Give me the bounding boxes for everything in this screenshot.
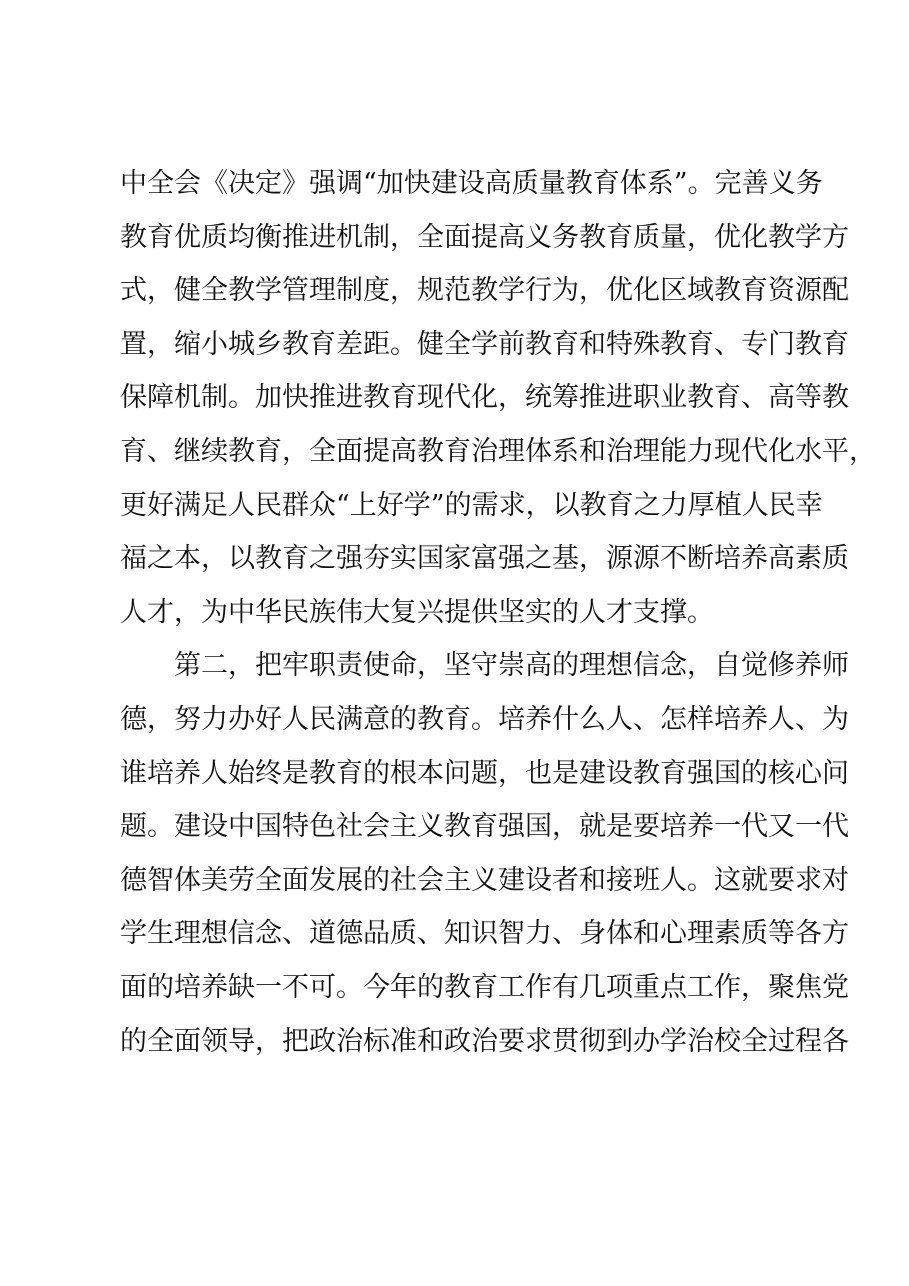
text-line: 中全会《决定》强调“加快建设高质量教育体系”。完善义务 bbox=[120, 168, 823, 199]
text-line: 式，健全教学管理制度，规范教学行为，优化区域教育资源配 bbox=[120, 275, 849, 307]
document-body bbox=[120, 157, 876, 1068]
text-line: 德智体美劳全面发展的社会主义建设者和接班人。这就要求对 bbox=[120, 864, 849, 896]
text-line: 人才，为中华民族伟大复兴提供坚实的人才支撑。 bbox=[120, 596, 714, 628]
text-line: 谁培养人始终是教育的根本问题，也是建设教育强国的核心问 bbox=[120, 757, 849, 789]
text-line: 题。建设中国特色社会主义教育强国，就是要培养一代又一代 bbox=[120, 811, 849, 843]
text-line: 更好满足人民群众“上好学”的需求，以教育之力厚植人民幸 bbox=[120, 489, 823, 521]
text-line: 福之本，以教育之强夯实国家富强之基，源源不断培养高素质 bbox=[120, 543, 849, 575]
text-line: 置，缩小城乡教育差距。健全学前教育和特殊教育、专门教育 bbox=[120, 328, 849, 360]
text-line: 的全面领导，把政治标准和政治要求贯彻到办学治校全过程各 bbox=[120, 1025, 849, 1057]
text-line: 面的培养缺一不可。今年的教育工作有几项重点工作，聚焦党 bbox=[120, 971, 849, 1003]
text-line: 学生理想信念、道德品质、知识智力、身体和心理素质等各方 bbox=[120, 918, 849, 950]
text-line: 第二，把牢职责使命，坚守崇高的理想信念，自觉修养师 bbox=[174, 650, 849, 682]
paragraph-1 bbox=[120, 157, 876, 639]
text-line: 育、继续教育，全面提高教育治理体系和治理能力现代化水平， bbox=[120, 435, 876, 467]
text-line: 德，努力办好人民满意的教育。培养什么人、怎样培养人、为 bbox=[120, 703, 849, 735]
paragraph-2 bbox=[120, 639, 849, 1068]
text-line: 保障机制。加快推进教育现代化，统筹推进职业教育、高等教 bbox=[120, 382, 849, 414]
text-line: 教育优质均衡推进机制，全面提高义务教育质量，优化教学方 bbox=[120, 221, 849, 253]
